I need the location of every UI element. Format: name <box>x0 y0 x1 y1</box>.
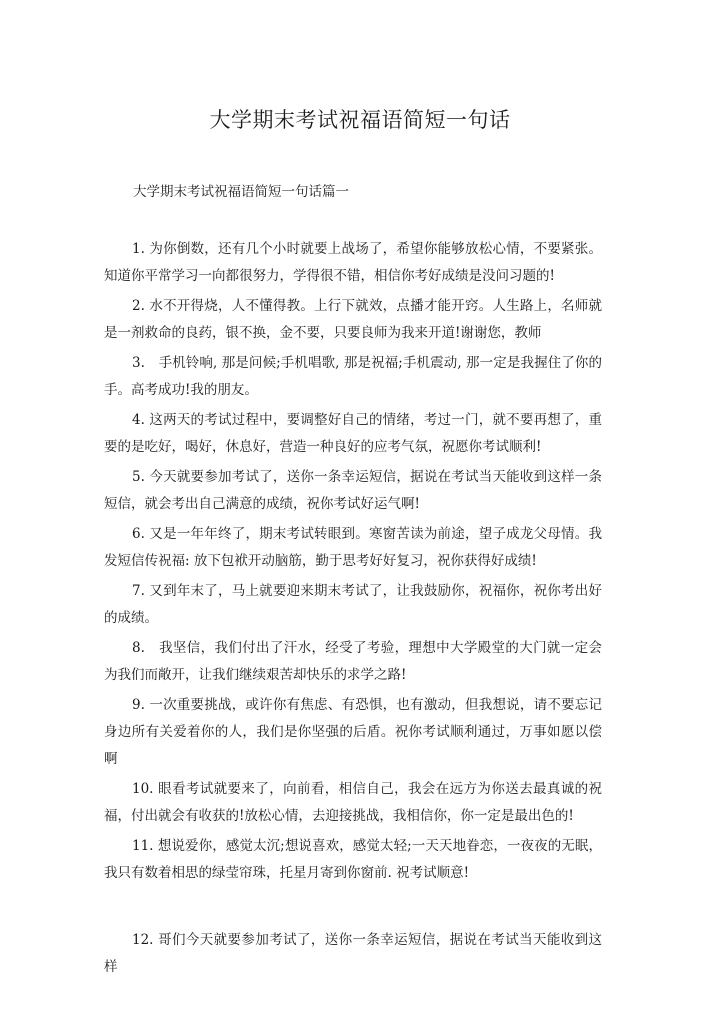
list-item: 4. 这两天的考试过程中，要调整好自己的情绪，考过一门，就不要再想了，重要的是吃好，喝好，休息好，营造一种良好的应考气氛，祝愿你考试顺利! <box>104 412 602 455</box>
list-item: 10. 眼看考试就要来了，向前看，相信自己，我会在远方为你送去最真诚的祝福，付出就会有收获的!放松心情，去迎接挑战，我相信你，你一定是最出色的! <box>104 781 602 824</box>
list-item: 9. 一次重要挑战，或许你有焦虑、有恐惧，也有激动，但我想说，请不要忘记身边所有关爱着你的人，我们是你坚强的后盾。祝你考试顺利通过，万事如愿以偿啊 <box>104 697 602 767</box>
list-item: 5. 今天就要参加考试了，送你一条幸运短信，据说在考试当天能收到这样一条短信，就会考出自己满意的成绩，祝你考试好运气啊! <box>104 469 602 512</box>
list-item: 8. 我坚信，我们付出了汗水，经受了考验，理想中大学殿堂的大门就一定会为我们而敞开，让我们继续艰苦却快乐的求学之路! <box>104 640 602 683</box>
list-item: 11. 想说爱你，感觉太沉;想说喜欢，感觉太轻;一天天地眷恋，一夜夜的无眠，我只有数着相思的绿莹帘珠，托星月寄到你窗前. 祝考试顺意! <box>104 838 602 881</box>
document-title: 大学期末考试祝福语简短一句话 <box>209 108 511 132</box>
list-item: 1. 为你倒数，还有几个小时就要上战场了，希望你能够放松心情，不要紧张。知道你平常学习一向都很努力，学得很不错，相信你考好成绩是没问习题的! <box>104 241 602 284</box>
list-item: 2. 水不开得烧，人不懂得教。上行下就效，点播才能开窍。人生路上，名师就是一剂救命的良药，银不换，金不要，只要良师为我来开道!谢谢您，教师 <box>104 298 602 341</box>
list-item: 7. 又到年末了，马上就要迎来期末考试了，让我鼓励你，祝福你，祝你考出好的成绩。 <box>104 583 602 626</box>
section-heading: 大学期末考试祝福语简短一句话篇一 <box>133 184 349 200</box>
list-item: 3. 手机铃响, 那是问候;手机唱歌, 那是祝福;手机震动, 那一定是我握住了你的手。高考成功!我的朋友。 <box>104 355 602 398</box>
list-item: 12. 哥们今天就要参加考试了，送你一条幸运短信，据说在考试当天能收到这样 <box>104 932 602 975</box>
blessing-list <box>104 236 602 984</box>
list-item: 6. 又是一年年终了，期末考试转眼到。寒窗苦读为前途，望子成龙父母情。我发短信传祝福: 放下包袱开动脑筋，勤于思考好好复习，祝你获得好成绩! <box>104 526 602 569</box>
